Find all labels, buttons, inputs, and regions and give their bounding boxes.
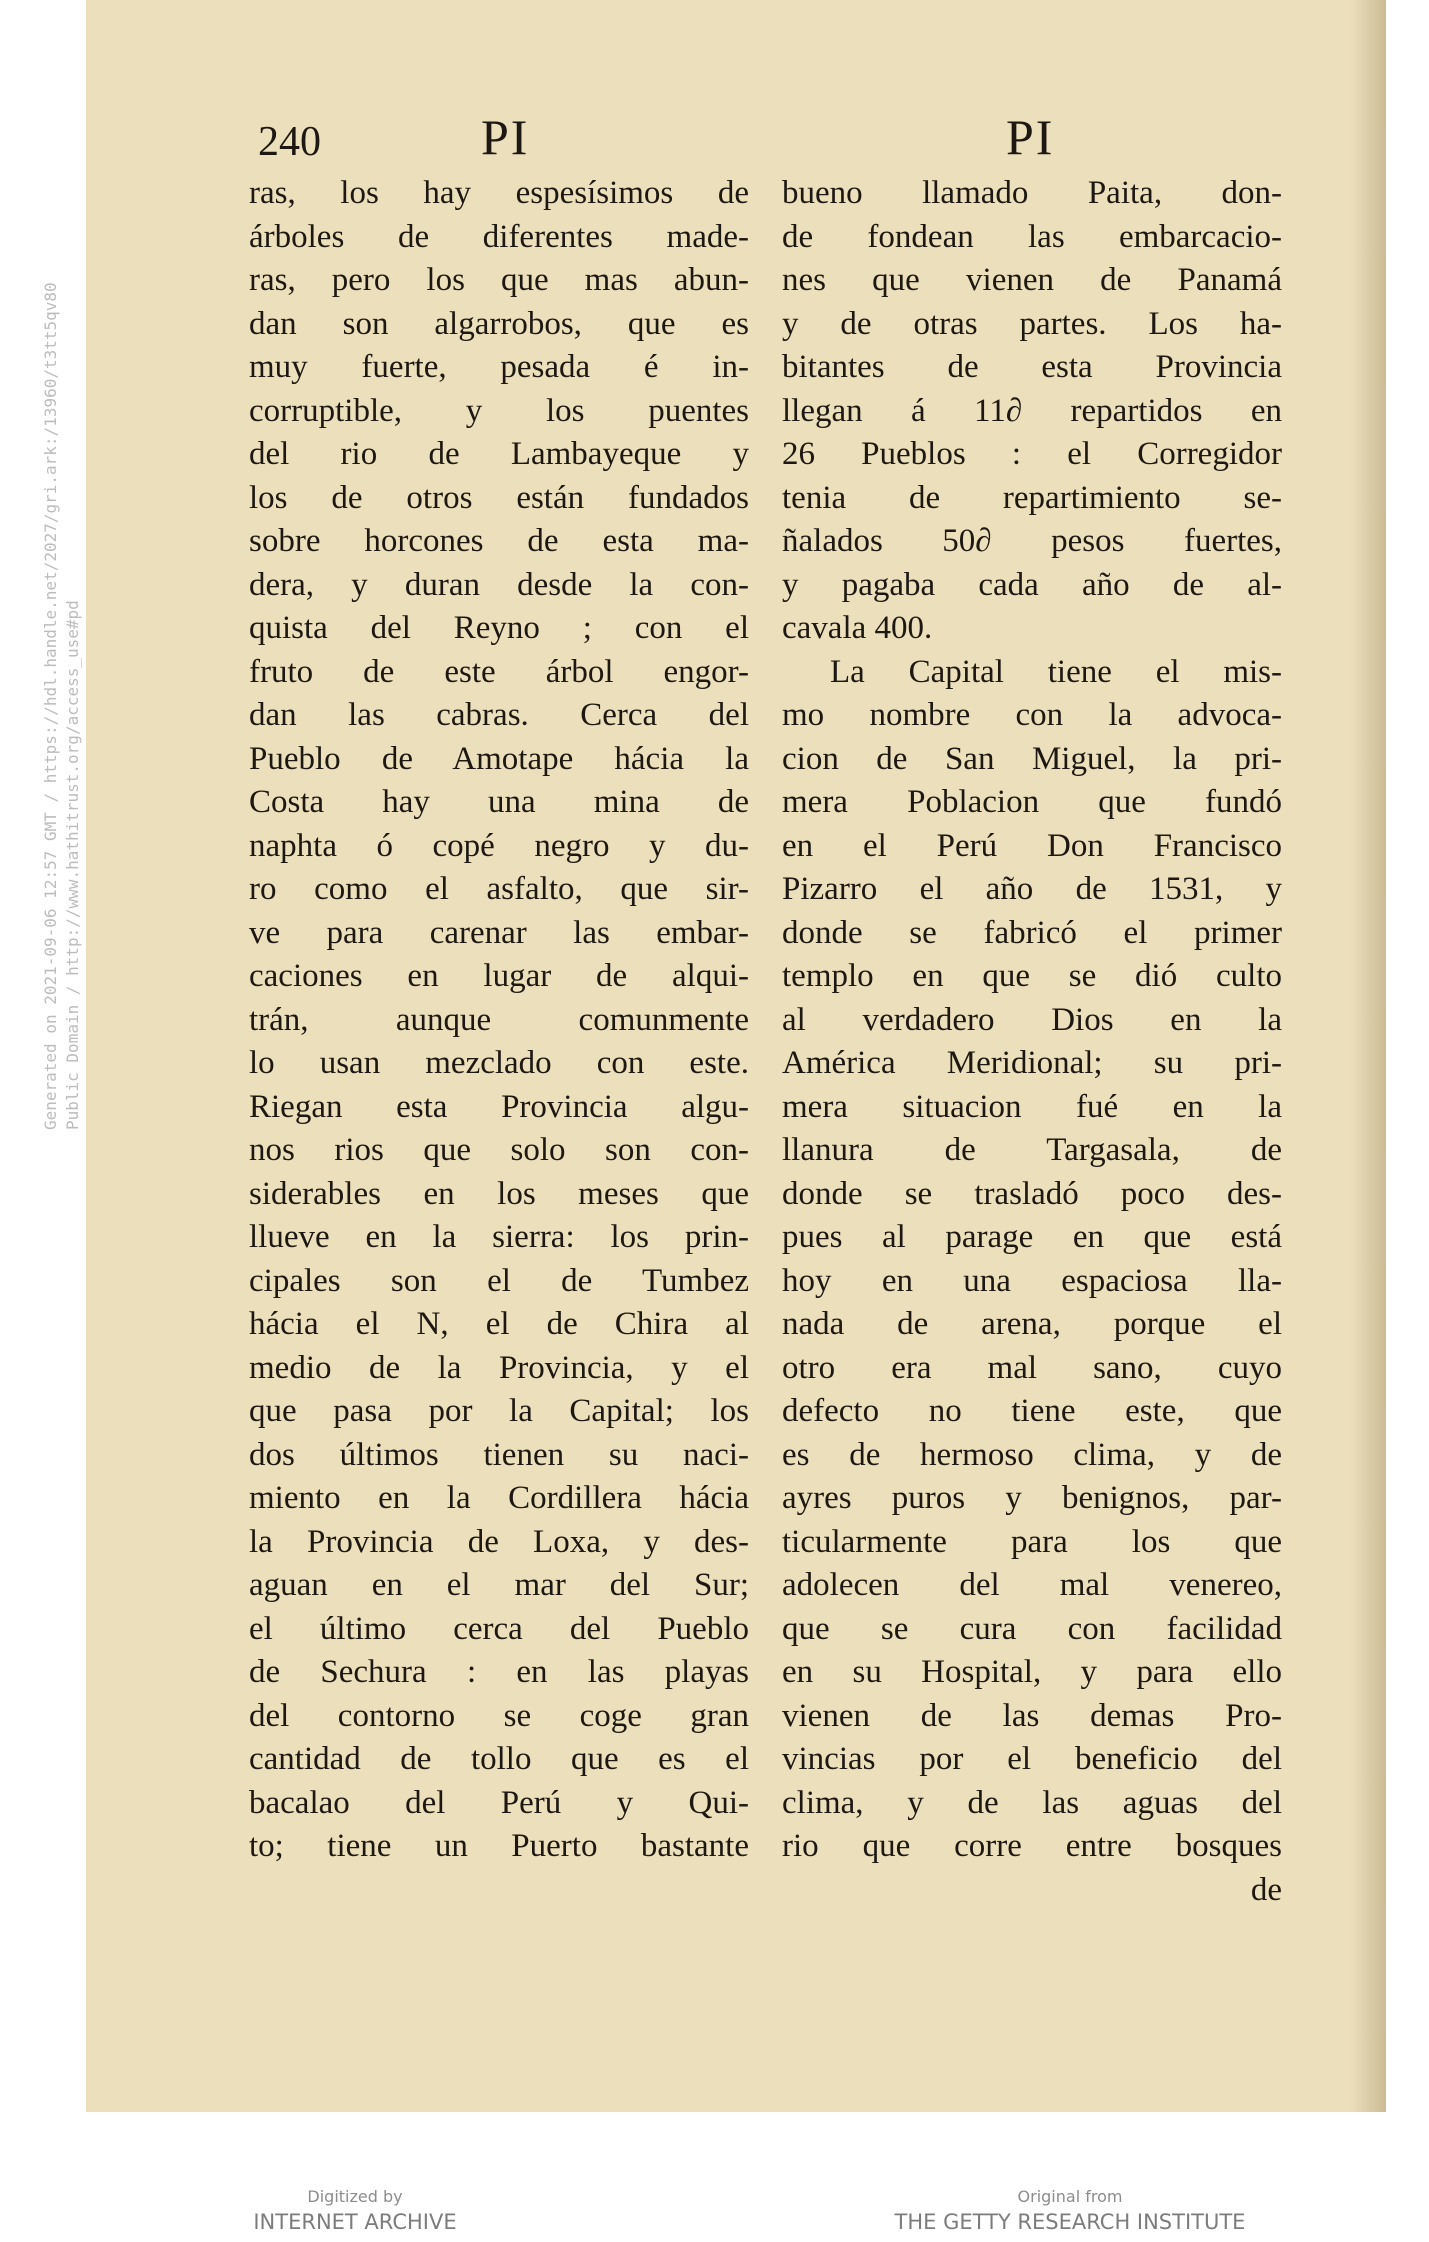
text-line: trán, aunque comunmente (249, 1001, 749, 1038)
text-line: en el Perú Don Francisco (782, 827, 1282, 864)
running-head-right: PI (1006, 109, 1055, 165)
page-edge-shadow (1350, 0, 1386, 2112)
text-line: mera Poblacion que fundó (782, 784, 1282, 820)
text-line: 26 Pueblos : el Corregidor (782, 436, 1282, 472)
text-line: vienen de las demas Pro- (782, 1697, 1282, 1734)
text-line: medio de la Provincia, y el (249, 1349, 749, 1386)
generation-notice-line: Generated on 2021-09-06 12:57 GMT / https://hdl.handle.net/2027/gri.ark:/13960/t3tt5qv80 (41, 282, 60, 1130)
text-line: el último cerca del Pueblo (249, 1610, 749, 1647)
text-line: en su Hospital, y para ello (782, 1654, 1282, 1690)
text-line: caciones en lugar de alqui- (249, 958, 749, 994)
text-line: cantidad de tollo que es el (249, 1741, 749, 1777)
text-line: siderables en los meses que (249, 1175, 749, 1212)
text-line: de fondean las embarcacio- (782, 218, 1282, 255)
page-header (86, 108, 1386, 168)
text-line: cion de San Miguel, la pri- (782, 740, 1282, 777)
text-line: es de hermoso clima, y de (782, 1436, 1282, 1473)
text-line: bitantes de esta Provincia (782, 349, 1282, 385)
page-footer (0, 2186, 1429, 2242)
text-line: tenia de repartimiento se- (782, 479, 1282, 516)
text-line: Pueblo de Amotape hácia la (249, 740, 749, 777)
digitizer-credit (230, 2186, 480, 2236)
text-line: América Meridional; su pri- (782, 1045, 1282, 1081)
text-line: hoy en una espaciosa lla- (782, 1262, 1282, 1299)
text-line: de Sechura : en las playas (249, 1654, 749, 1690)
text-line: muy fuerte, pesada é in- (249, 349, 749, 385)
left-text-column (249, 172, 749, 1869)
text-line: ro como el asfalto, que sir- (249, 871, 749, 907)
text-line: naphta ó copé negro y du- (249, 827, 749, 864)
text-line: nes que vienen de Panamá (782, 262, 1282, 298)
text-line: que se cura con facilidad (782, 1610, 1282, 1647)
text-line: nada de arena, porque el (782, 1306, 1282, 1342)
text-line: ras, los hay espesísimos de (249, 175, 749, 211)
text-line: clima, y de las aguas del (782, 1784, 1282, 1821)
text-line: mera situacion fué en la (782, 1088, 1282, 1125)
text-line: quista del Reyno ; con el (249, 610, 749, 646)
text-line: llueve en la sierra: los prin- (249, 1219, 749, 1255)
text-line: miento en la Cordillera hácia (249, 1480, 749, 1516)
text-line: fruto de este árbol engor- (249, 653, 749, 690)
page-number: 240 (258, 119, 321, 165)
text-line: adolecen del mal venereo, (782, 1567, 1282, 1603)
text-line: corruptible, y los puentes (249, 392, 749, 429)
text-line: to; tiene un Puerto bastante (249, 1828, 749, 1864)
original-from-label: Original from (1017, 2187, 1123, 2206)
catchword: de (1250, 1871, 1282, 1908)
text-line: del rio de Lambayeque y (249, 436, 749, 472)
text-line: llanura de Targasala, de (782, 1132, 1282, 1168)
text-line: aguan en el mar del Sur; (249, 1567, 749, 1603)
right-text-column (782, 172, 1282, 1912)
text-line: rio que corre entre bosques (782, 1828, 1282, 1864)
text-line: ve para carenar las embar- (249, 914, 749, 951)
text-line: y pagaba cada año de al- (782, 566, 1282, 603)
digitized-by-label: Digitized by (307, 2187, 403, 2206)
text-line: llegan á 11∂ repartidos en (782, 392, 1282, 429)
text-line: del contorno se coge gran (249, 1697, 749, 1734)
text-line: donde se trasladó poco des- (782, 1175, 1282, 1212)
text-line: que pasa por la Capital; los (249, 1393, 749, 1429)
text-line: ticularmente para los que (782, 1523, 1282, 1560)
text-line: lo usan mezclado con este. (249, 1045, 749, 1081)
rights-notice-line: Public Domain / http://www.hathitrust.org/access_use#pd (63, 600, 82, 1130)
getty-institute-logo-text: THE GETTY RESEARCH INSTITUTE (894, 2210, 1246, 2234)
text-line: Costa hay una mina de (249, 784, 749, 820)
source-credit (860, 2186, 1280, 2236)
text-line: árboles de diferentes made- (249, 218, 749, 255)
text-line: templo en que se dió culto (782, 958, 1282, 994)
text-line: mo nombre con la advoca- (782, 697, 1282, 733)
text-line: ayres puros y benignos, par- (782, 1480, 1282, 1516)
text-line: al verdadero Dios en la (782, 1001, 1282, 1038)
text-line: dan son algarrobos, que es (249, 305, 749, 342)
text-line: dan las cabras. Cerca del (249, 697, 749, 733)
generation-notice (40, 282, 84, 1130)
text-line: nos rios que solo son con- (249, 1132, 749, 1168)
internet-archive-logo-text: INTERNET ARCHIVE (253, 2210, 457, 2234)
text-line: ras, pero los que mas abun- (249, 262, 749, 298)
text-line: donde se fabricó el primer (782, 914, 1282, 951)
text-line: pues al parage en que está (782, 1219, 1282, 1255)
text-line: defecto no tiene este, que (782, 1393, 1282, 1429)
running-head-left: PI (481, 109, 530, 165)
text-line: otro era mal sano, cuyo (782, 1349, 1282, 1386)
text-line: Pizarro el año de 1531, y (782, 871, 1282, 907)
text-line: bacalao del Perú y Qui- (249, 1784, 749, 1821)
text-line: Riegan esta Provincia algu- (249, 1088, 749, 1125)
text-line: los de otros están fundados (249, 479, 749, 516)
text-line: vincias por el beneficio del (782, 1741, 1282, 1777)
text-line: dera, y duran desde la con- (249, 566, 749, 603)
text-line: cipales son el de Tumbez (249, 1262, 749, 1299)
text-line: la Provincia de Loxa, y des- (249, 1523, 749, 1560)
text-line: ñalados 50∂ pesos fuertes, (782, 523, 1282, 559)
text-line: dos últimos tienen su naci- (249, 1436, 749, 1473)
text-line: La Capital tiene el mis- (830, 653, 1282, 690)
text-line: bueno llamado Paita, don- (782, 175, 1282, 211)
text-line: hácia el N, el de Chira al (249, 1306, 749, 1342)
text-line: y de otras partes. Los ha- (782, 305, 1282, 342)
book-page (86, 0, 1386, 2112)
text-line: sobre horcones de esta ma- (249, 523, 749, 559)
text-line: cavala 400. (782, 610, 933, 646)
